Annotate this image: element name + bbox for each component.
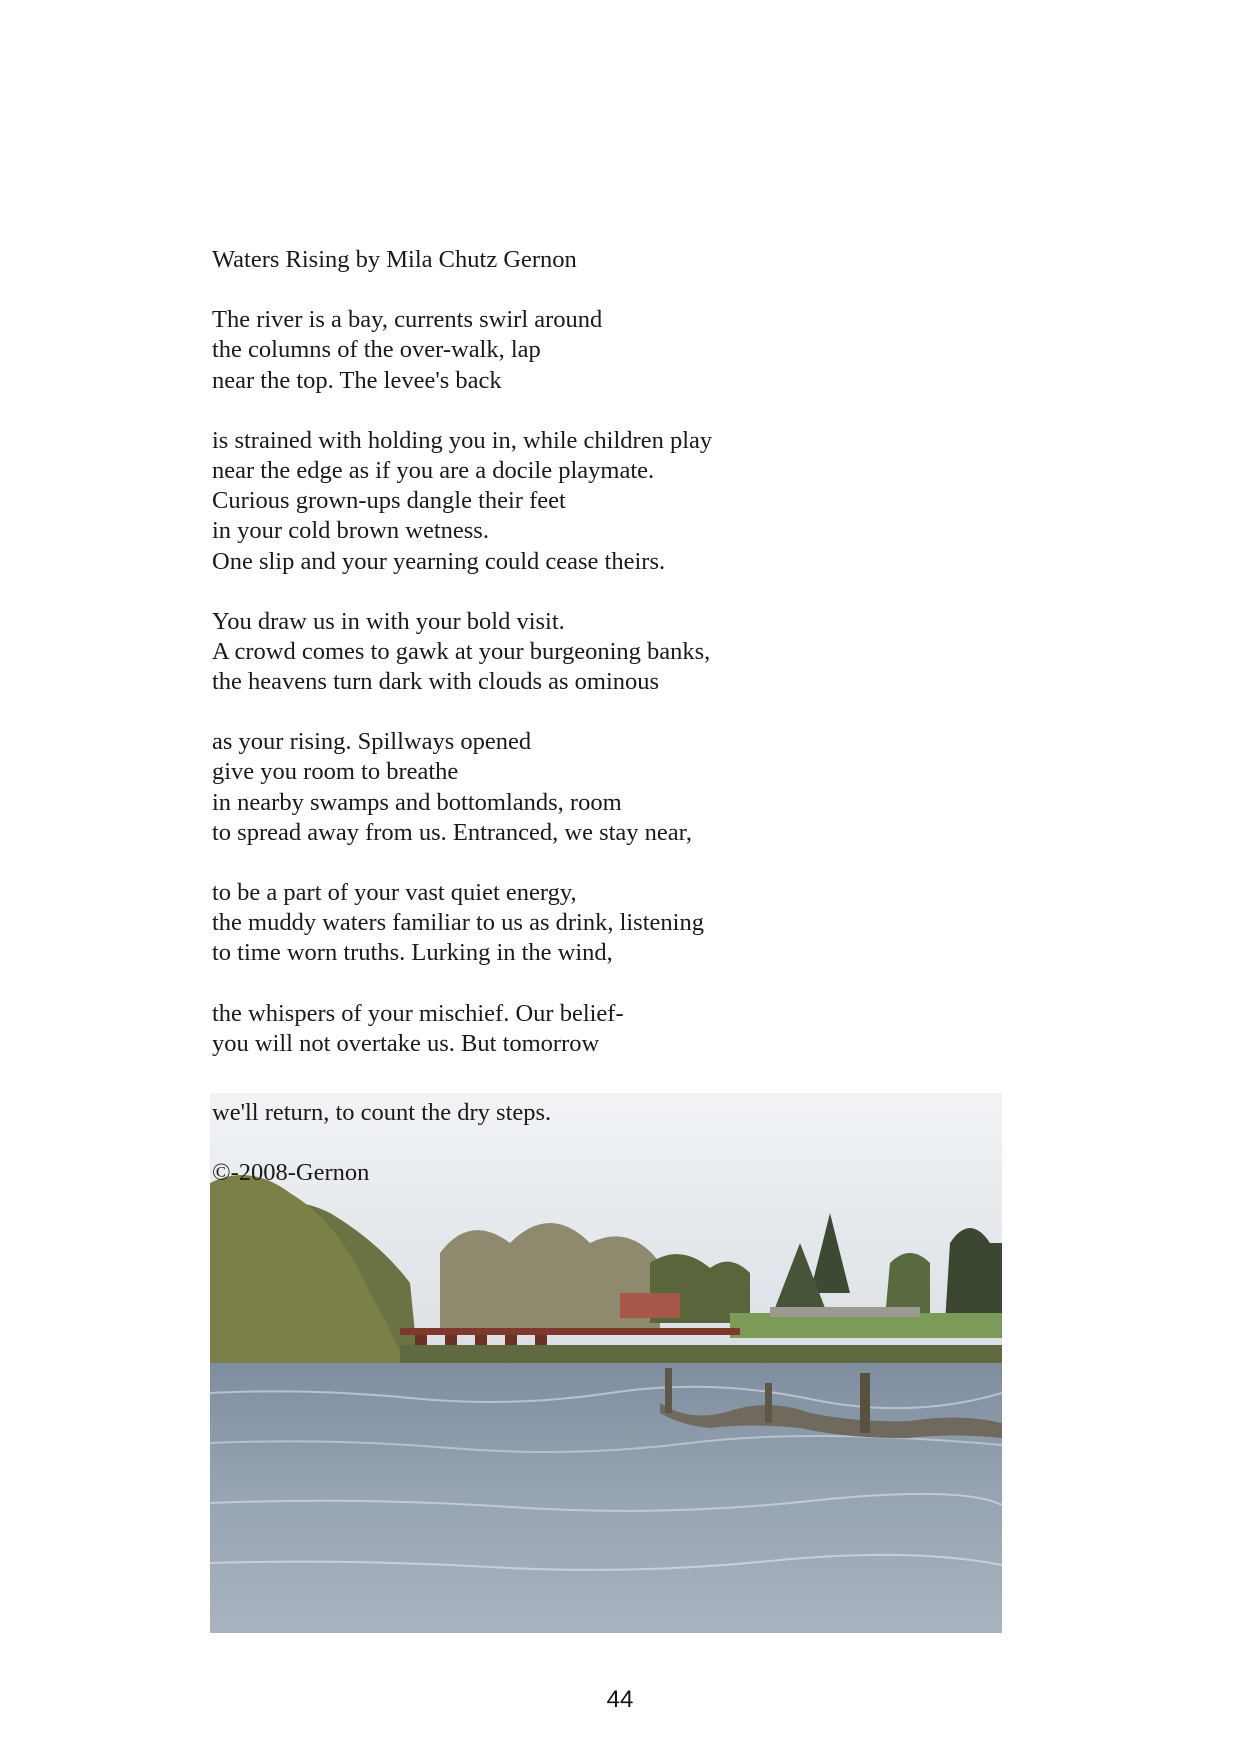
poem-line: is strained with holding you in, while children play — [212, 426, 713, 454]
stanza-2 — [212, 426, 1032, 577]
poem-line: to be a part of your vast quiet energy, — [212, 879, 577, 906]
poem-line: to spread away from us. Entranced, we stay near, — [212, 818, 692, 846]
poem-ending — [212, 1098, 551, 1188]
poem-line: The river is a bay, currents swirl around — [212, 306, 603, 334]
stanza-6 — [212, 999, 1032, 1059]
poem-line: You draw us in with your bold visit. — [212, 607, 565, 635]
poem-line: the heavens turn dark with clouds as ominous — [212, 668, 660, 696]
poem-line: near the top. The levee's back — [212, 366, 502, 394]
poem-line: near the edge as if you are a docile playmate. — [212, 456, 655, 484]
poem-line: in your cold brown wetness. — [212, 517, 489, 545]
poem-title: Waters Rising by Mila Chutz Gernon — [212, 246, 577, 273]
poem-line: the whispers of your mischief. Our belief- — [212, 999, 624, 1027]
poem — [212, 245, 1032, 1089]
poem-line: A crowd comes to gawk at your burgeoning banks, — [212, 637, 711, 665]
copyright-notice: ©-2008-Gernon — [212, 1159, 370, 1187]
page-number: 44 — [606, 1686, 634, 1713]
poem-line: to time worn truths. Lurking in the wind, — [212, 939, 613, 967]
poem-line: in nearby swamps and bottomlands, room — [212, 788, 622, 816]
stanza-3 — [212, 607, 1032, 698]
poem-line: as your rising. Spillways opened — [212, 728, 532, 756]
poem-last-line: we'll return, to count the dry steps. — [212, 1099, 552, 1126]
stanza-1 — [212, 305, 1032, 396]
stanza-5 — [212, 878, 1032, 969]
poem-line: the muddy waters familiar to us as drink, listening — [212, 909, 704, 937]
poem-line: One slip and your yearning could cease theirs. — [212, 547, 666, 575]
poem-line: you will not overtake us. But tomorrow — [212, 1029, 600, 1057]
stanza-4 — [212, 727, 1032, 848]
poem-line: give you room to breathe — [212, 758, 459, 786]
poem-line: the columns of the over-walk, lap — [212, 336, 541, 364]
poem-line: Curious grown-ups dangle their feet — [212, 487, 566, 515]
